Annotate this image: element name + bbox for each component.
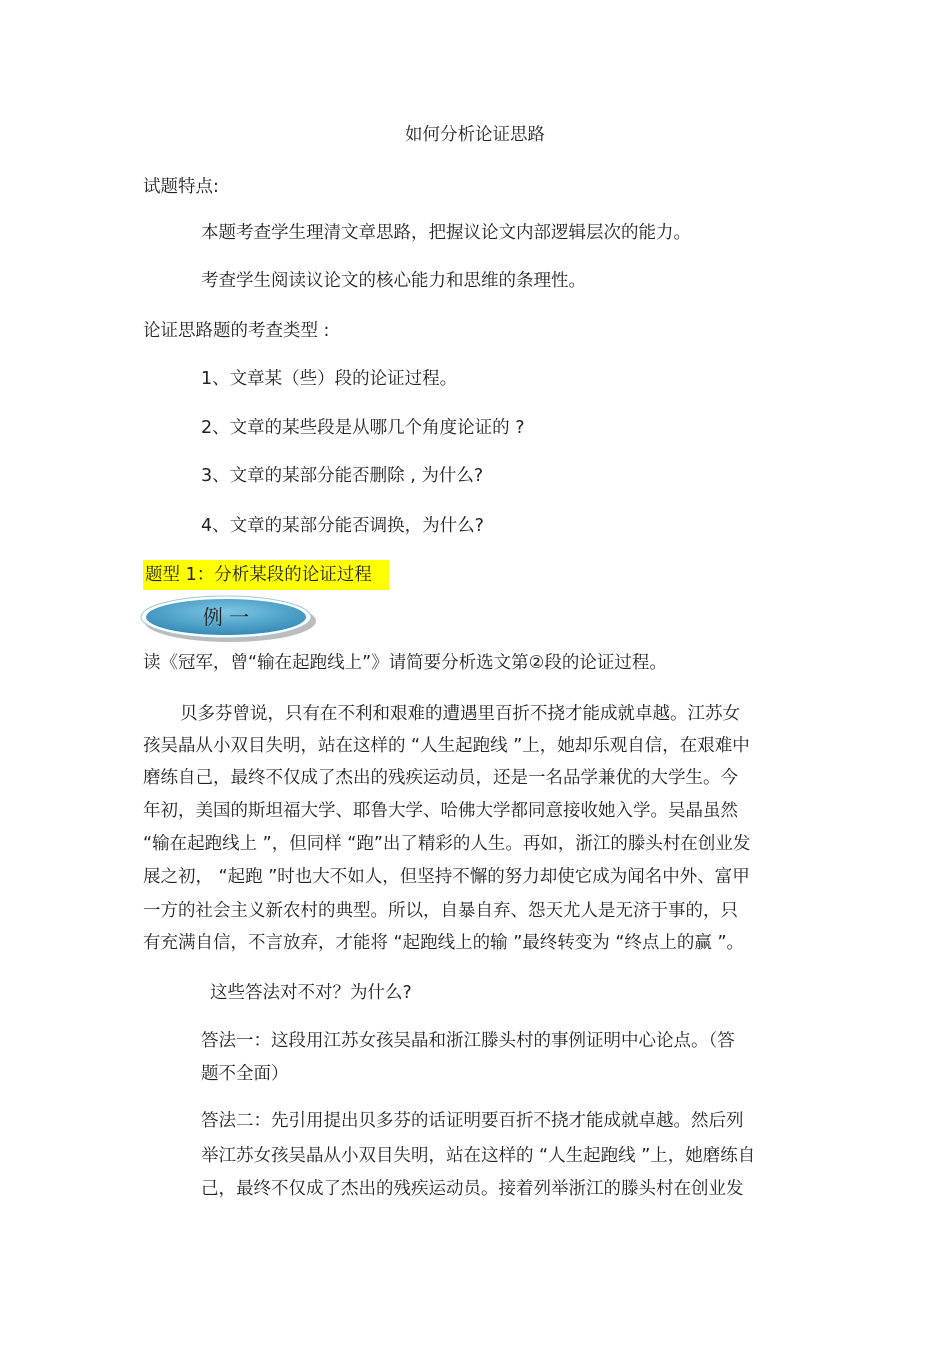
type-item: 1、文章某（些）段的论证过程。 xyxy=(201,369,458,389)
passage-line: 磨练自己，最终不仅成了杰出的残疾运动员，还是一名品学兼优的大学生。今 xyxy=(143,768,738,788)
passage-line: 有充满自信，不言放弃，才能将 “起跑线上的输 ”最终转变为 “终点上的赢 ”。 xyxy=(143,933,745,953)
page-title: 如何分析论证思路 xyxy=(405,125,545,145)
answer2-line: 举江苏女孩吴晶从小双目失明，站在这样的 “人生起跑线 ”上，她磨练自 xyxy=(201,1146,756,1166)
example-badge-label: 例 一 xyxy=(202,605,250,629)
type-item: 2、文章的某些段是从哪几个角度论证的 ? xyxy=(201,418,525,438)
question-text: 读《冠军，曾“输在起跑线上”》请简要分析选文第②段的论证过程。 xyxy=(143,653,667,673)
passage-line: 贝多芬曾说，只有在不利和艰难的遭遇里百折不挠才能成就卓越。江苏女 xyxy=(180,704,740,724)
prompt-text: 这些答法对不对？为什么? xyxy=(210,983,412,1003)
passage-line: “输在起跑线上 ”，但同样 “跑”出了精彩的人生。再如，浙江的滕头村在创业发 xyxy=(143,834,751,854)
type1-highlight xyxy=(143,560,389,590)
types-heading: 论证思路题的考查类型 : xyxy=(143,321,330,341)
example-badge xyxy=(138,593,318,643)
answer1-line: 答法一：这段用江苏女孩吴晶和浙江滕头村的事例证明中心论点。（答 xyxy=(201,1031,735,1051)
type-item: 4、文章的某部分能否调换，为什么? xyxy=(201,516,484,536)
passage-line: 孩吴晶从小双目失明，站在这样的 “人生起跑线 ”上，她却乐观自信，在艰难中 xyxy=(143,736,750,756)
answer1-line: 题不全面） xyxy=(201,1064,289,1084)
feature-item: 本题考查学生理清文章思路，把握议论文内部逻辑层次的能力。 xyxy=(201,223,691,243)
type-item: 3、文章的某部分能否删除 , 为什么? xyxy=(201,466,484,486)
type1-label: 题型 1：分析某段的论证过程 xyxy=(145,565,372,585)
passage-line: 一方的社会主义新农村的典型。所以，自暴自弃、怨天尤人是无济于事的，只 xyxy=(143,901,738,921)
passage-line: 年初，美国的斯坦福大学、耶鲁大学、哈佛大学都同意接收她入学。吴晶虽然 xyxy=(143,801,738,821)
features-heading: 试题特点: xyxy=(143,177,219,197)
answer2-line: 答法二：先引用提出贝多芬的话证明要百折不挠才能成就卓越。然后列 xyxy=(201,1111,744,1131)
feature-item: 考查学生阅读议论文的核心能力和思维的条理性。 xyxy=(201,271,586,291)
answer2-line: 己，最终不仅成了杰出的残疾运动员。接着列举浙江的滕头村在创业发 xyxy=(201,1179,744,1199)
passage-line: 展之初， “起跑 ”时也大不如人，但坚持不懈的努力却使它成为闻名中外、富甲 xyxy=(143,867,750,887)
